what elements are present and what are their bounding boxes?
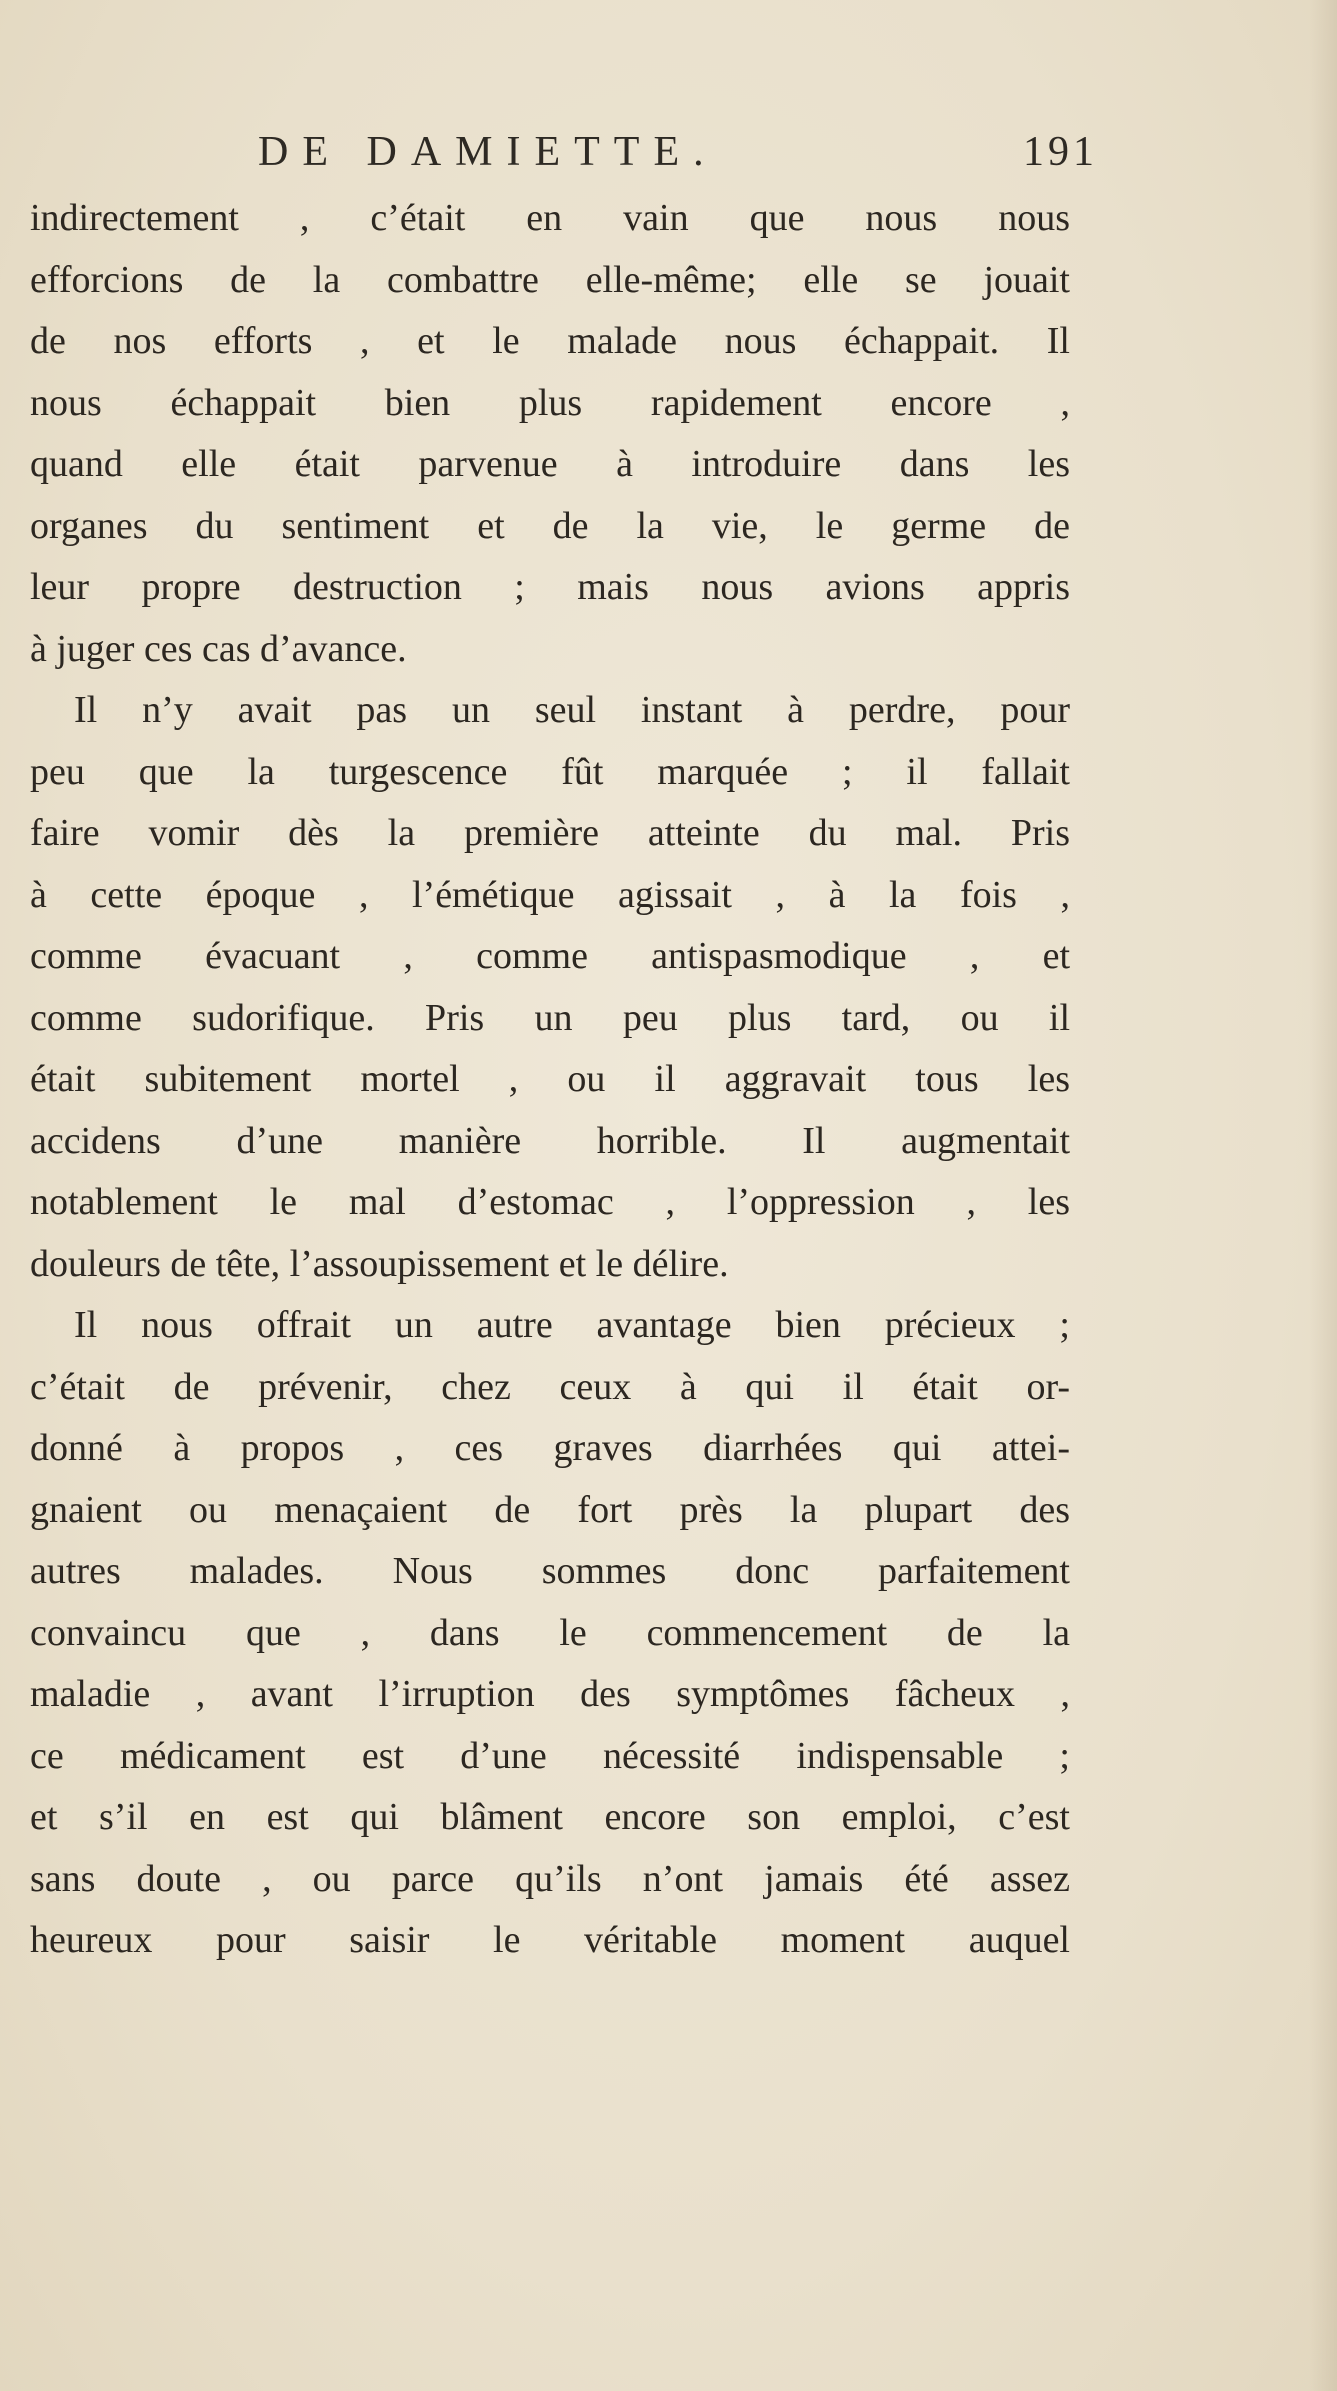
text-line: indirectement , c’était en vain que nous nous	[30, 197, 1070, 239]
text-line: sans doute , ou parce qu’ils n’ont jamais été assez	[30, 1857, 1070, 1900]
text-line: maladie , avant l’irruption des symptômes fâcheux ,	[30, 1673, 1070, 1715]
paragraph-end-line: à juger ces cas d’avance.	[30, 627, 407, 670]
text-line: et s’il en est qui blâment encore son emploi, c’est	[30, 1796, 1070, 1838]
text-line: c’était de prévenir, chez ceux à qui il était or-	[30, 1365, 1070, 1408]
text-line: notablement le mal d’estomac , l’oppression , les	[30, 1181, 1070, 1223]
text-line: à cette époque , l’émétique agissait , à la fois ,	[30, 873, 1070, 916]
paragraph-start-line: Il nous offrait un autre avantage bien précieux ;	[74, 1304, 1070, 1346]
text-line: faire vomir dès la première atteinte du mal. Pris	[30, 812, 1070, 854]
paragraph-start-line: Il n’y avait pas un seul instant à perdre, pour	[74, 689, 1070, 731]
page-edge-shadow	[1309, 0, 1337, 2391]
text-line: autres malades. Nous sommes donc parfaitement	[30, 1550, 1070, 1592]
text-line: heureux pour saisir le véritable moment auquel	[30, 1919, 1070, 1961]
text-line: était subitement mortel , ou il aggravait tous les	[30, 1058, 1070, 1100]
running-head	[258, 128, 1098, 188]
text-line: peu que la turgescence fût marquée ; il fallait	[30, 750, 1070, 793]
text-line: organes du sentiment et de la vie, le germe de	[30, 504, 1070, 547]
text-line: efforcions de la combattre elle-même; elle se jouait	[30, 258, 1070, 301]
text-line: de nos efforts , et le malade nous échappait. Il	[30, 320, 1070, 362]
text-line: comme sudorifique. Pris un peu plus tard, ou il	[30, 996, 1070, 1039]
body-text	[30, 188, 1070, 1972]
text-line: convaincu que , dans le commencement de la	[30, 1611, 1070, 1654]
text-line: nous échappait bien plus rapidement encore ,	[30, 381, 1070, 424]
text-line: leur propre destruction ; mais nous avions appris	[30, 566, 1070, 608]
page-number: 191	[1023, 129, 1098, 175]
text-line: accidens d’une manière horrible. Il augmentait	[30, 1119, 1070, 1162]
text-line: gnaient ou menaçaient de fort près la plupart des	[30, 1488, 1070, 1531]
text-line: quand elle était parvenue à introduire dans les	[30, 443, 1070, 485]
paragraph-end-line: douleurs de tête, l’assoupissement et le délire.	[30, 1242, 729, 1285]
text-line: donné à propos , ces graves diarrhées qui attei-	[30, 1427, 1070, 1469]
text-line: comme évacuant , comme antispasmodique , et	[30, 935, 1070, 977]
running-head-title: DE DAMIETTE.	[258, 129, 718, 175]
text-line: ce médicament est d’une nécessité indispensable ;	[30, 1734, 1070, 1777]
